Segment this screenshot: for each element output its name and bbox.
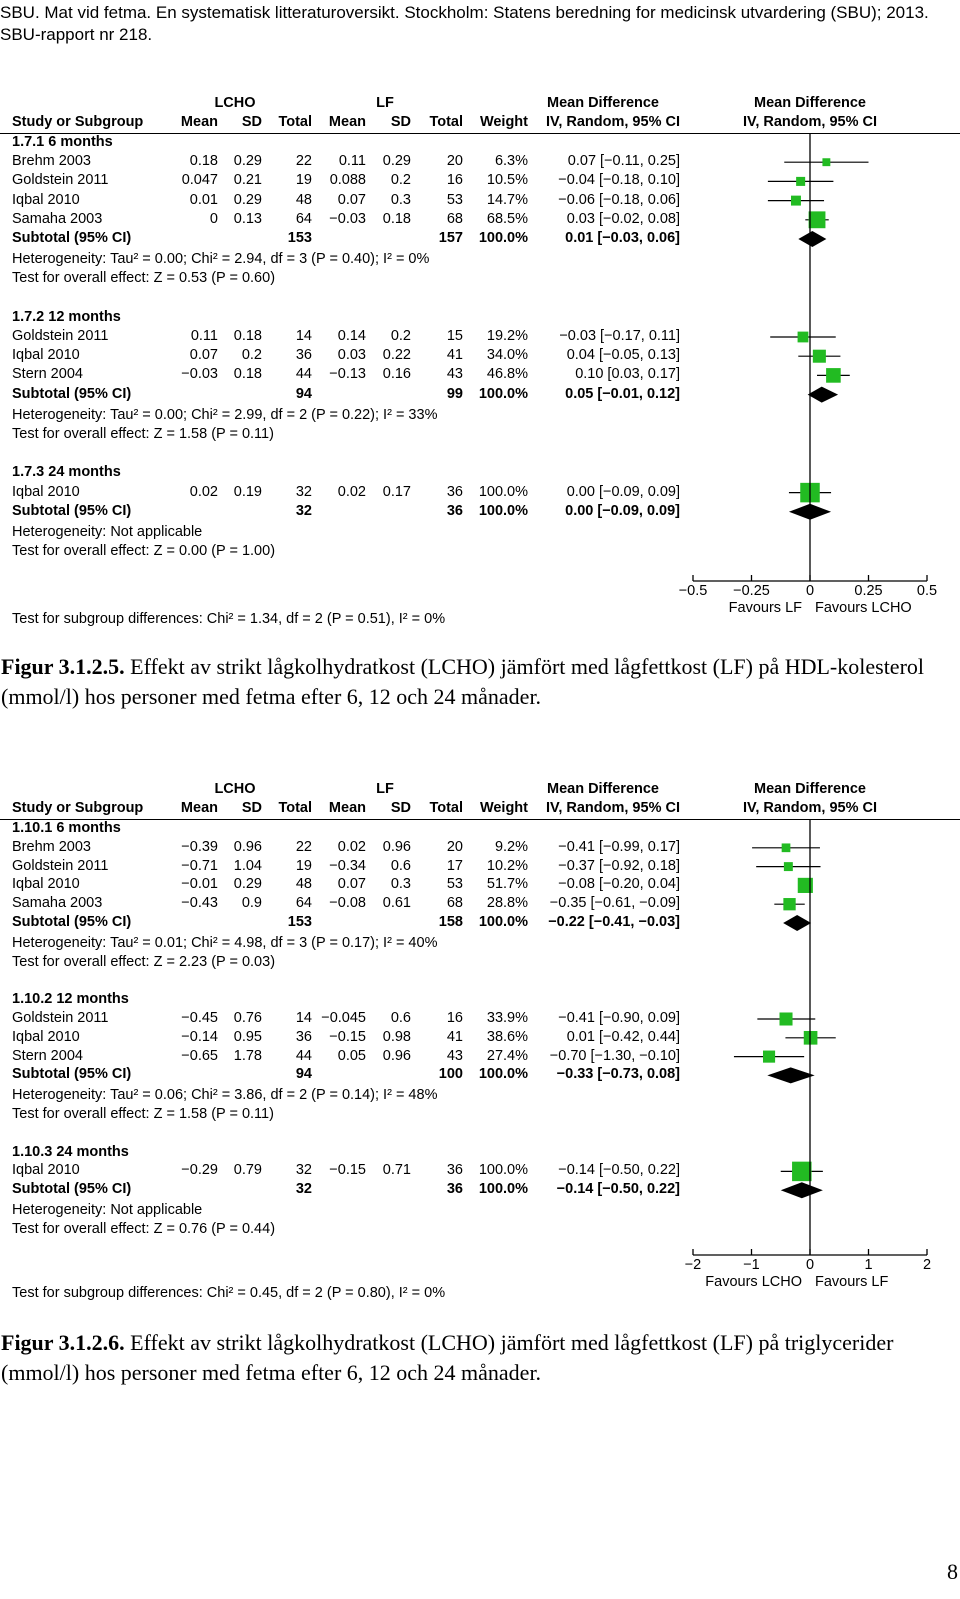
study-marker <box>791 196 801 206</box>
subgroup-title: 1.10.1 6 months <box>12 820 121 836</box>
group-header-mean-difference: Mean Difference <box>546 95 659 111</box>
subtotal-total-experimental: 32 <box>295 1181 312 1198</box>
col-header-weight: Weight <box>479 114 528 130</box>
heterogeneity-text: Heterogeneity: Tau² = 0.00; Chi² = 2.99, df = 2 (P = 0.22); I² = 33% <box>12 406 438 423</box>
subtotal-label: Subtotal (95% CI) <box>12 502 132 519</box>
col-header-total: Total <box>278 800 312 816</box>
study-mean-c: −0.045 <box>321 1010 366 1026</box>
subtotal-total-control: 158 <box>438 914 463 930</box>
study-sd-e: 0.2 <box>241 347 262 364</box>
study-marker <box>809 211 826 228</box>
study-mean-c: −0.15 <box>329 1028 366 1045</box>
study-name: Samaha 2003 <box>12 210 103 227</box>
study-mean-e: −0.71 <box>181 857 218 874</box>
x-tick-label: 0.25 <box>854 583 883 599</box>
study-sd-c: 0.2 <box>390 328 411 344</box>
study-mean-e: 0.01 <box>189 191 218 208</box>
study-mean-e: 0.18 <box>189 153 218 170</box>
study-sd-c: 0.17 <box>382 483 411 500</box>
subgroup-differences-text: Test for subgroup differences: Chi² = 0.45, df = 2 (P = 0.80), I² = 0% <box>12 1285 446 1301</box>
overall-effect-text: Test for overall effect: Z = 1.58 (P = 0.11) <box>12 1106 274 1122</box>
study-n-c: 43 <box>446 1047 463 1064</box>
study-weight: 38.6% <box>486 1028 528 1045</box>
study-mean-c: −0.13 <box>329 366 366 383</box>
heterogeneity-text: Heterogeneity: Tau² = 0.01; Chi² = 4.98, df = 3 (P = 0.17); I² = 40% <box>12 934 438 951</box>
study-ci: 0.07 [−0.11, 0.25] <box>567 153 680 170</box>
subtotal-diamond <box>798 231 826 247</box>
subtotal-total-experimental: 153 <box>287 230 312 246</box>
col-header-mean: Mean <box>328 800 366 816</box>
subgroup-title: 1.10.3 24 months <box>12 1143 129 1160</box>
subtotal-label: Subtotal (95% CI) <box>12 1066 132 1083</box>
subtotal-ci: −0.33 [−0.73, 0.08] <box>556 1066 680 1083</box>
caption-text: Effekt av strikt lågkolhydratkost (LCHO) jämfört med lågfettkost (LF) på HDL-kolesterol (mmol/l) hos personer med fetma efter 6, 12 och 24 månader. <box>1 654 925 709</box>
study-sd-e: 0.76 <box>233 1010 262 1026</box>
study-ci: −0.41 [−0.99, 0.17] <box>558 838 680 855</box>
group-header-control: LF <box>376 781 394 797</box>
subtotal-total-experimental: 94 <box>295 1066 312 1083</box>
study-ci: 0.00 [−0.09, 0.09] <box>566 483 680 500</box>
study-weight: 14.7% <box>486 191 528 208</box>
study-marker <box>798 332 809 343</box>
study-ci: −0.14 [−0.50, 0.22] <box>558 1162 680 1179</box>
study-mean-e: −0.43 <box>181 895 218 912</box>
study-sd-e: 0.95 <box>233 1028 262 1045</box>
study-name: Iqbal 2010 <box>12 347 80 364</box>
study-weight: 100.0% <box>478 483 528 500</box>
study-sd-e: 0.18 <box>233 328 262 344</box>
col-header-mean: Mean <box>328 114 366 130</box>
col-header-ci: IV, Random, 95% CI <box>545 800 680 816</box>
study-marker <box>826 368 841 383</box>
study-weight: 6.3% <box>494 153 528 170</box>
study-weight: 68.5% <box>486 210 528 227</box>
heterogeneity-text: Heterogeneity: Tau² = 0.00; Chi² = 2.94, df = 3 (P = 0.40); I² = 0% <box>12 251 430 268</box>
study-mean-e: −0.39 <box>181 838 218 855</box>
study-weight: 46.8% <box>486 366 528 383</box>
study-weight: 27.4% <box>486 1047 528 1064</box>
subtotal-weight: 100.0% <box>478 385 528 402</box>
study-sd-e: 0.13 <box>233 210 262 227</box>
study-n-e: 64 <box>295 210 312 227</box>
study-n-c: 16 <box>446 1010 463 1026</box>
study-mean-c: 0.11 <box>338 153 366 170</box>
study-sd-e: 0.79 <box>233 1162 262 1179</box>
study-mean-e: −0.29 <box>181 1162 218 1179</box>
study-sd-c: 0.29 <box>382 153 411 170</box>
study-name: Samaha 2003 <box>12 895 103 912</box>
col-header-ci: IV, Random, 95% CI <box>545 114 680 130</box>
study-mean-e: −0.03 <box>181 366 218 383</box>
study-n-c: 53 <box>446 191 463 208</box>
study-sd-c: 0.2 <box>390 172 411 189</box>
col-header-sd: SD <box>390 114 411 130</box>
subtotal-total-control: 36 <box>446 1181 463 1198</box>
forest-plot-hdl <box>0 95 960 640</box>
subtotal-ci: 0.05 [−0.01, 0.12] <box>565 385 680 402</box>
study-sd-e: 0.9 <box>241 895 262 912</box>
study-ci: −0.03 [−0.17, 0.11] <box>559 328 680 344</box>
subtotal-weight: 100.0% <box>478 502 528 519</box>
study-sd-e: 0.29 <box>233 153 262 170</box>
caption-label: Figur 3.1.2.5. <box>1 654 125 679</box>
study-mean-e: 0.02 <box>189 483 218 500</box>
study-n-e: 36 <box>295 347 312 364</box>
subtotal-ci: −0.14 [−0.50, 0.22] <box>556 1181 680 1198</box>
study-weight: 10.2% <box>486 857 528 874</box>
favours-right-label: Favours LCHO <box>815 600 912 616</box>
study-mean-c: 0.03 <box>337 347 366 364</box>
study-sd-c: 0.3 <box>390 191 411 208</box>
study-mean-c: 0.05 <box>337 1047 366 1064</box>
study-name: Iqbal 2010 <box>12 1162 80 1179</box>
study-weight: 19.2% <box>486 328 528 344</box>
study-n-c: 43 <box>446 366 463 383</box>
study-n-e: 48 <box>295 876 312 893</box>
group-header-experimental: LCHO <box>214 781 256 797</box>
study-n-e: 19 <box>295 857 312 874</box>
study-n-c: 17 <box>446 857 463 874</box>
study-mean-e: −0.14 <box>181 1028 218 1045</box>
study-marker <box>822 158 830 166</box>
study-ci: −0.35 [−0.61, −0.09] <box>549 895 680 912</box>
group-header-control: LF <box>376 95 394 111</box>
study-n-e: 22 <box>295 838 312 855</box>
subtotal-weight: 100.0% <box>478 1066 528 1083</box>
study-sd-c: 0.6 <box>390 1010 411 1026</box>
subtotal-label: Subtotal (95% CI) <box>12 230 132 246</box>
overall-effect-text: Test for overall effect: Z = 0.53 (P = 0.60) <box>12 270 276 287</box>
study-n-c: 36 <box>446 483 463 500</box>
figure-caption-hdl <box>1 652 951 712</box>
col-header-sd: SD <box>390 800 411 816</box>
study-mean-c: 0.02 <box>337 483 366 500</box>
study-sd-c: 0.61 <box>382 895 411 912</box>
group-header-mean-difference: Mean Difference <box>546 781 659 797</box>
study-ci: −0.70 [−1.30, −0.10] <box>549 1047 680 1064</box>
x-tick-label: −1 <box>743 1257 760 1273</box>
study-n-e: 44 <box>295 1047 312 1064</box>
study-mean-c: 0.07 <box>337 876 366 893</box>
subtotal-total-control: 36 <box>446 502 463 519</box>
study-sd-c: 0.18 <box>382 210 411 227</box>
study-name: Stern 2004 <box>12 366 83 383</box>
heterogeneity-text: Heterogeneity: Not applicable <box>12 524 203 540</box>
study-mean-c: −0.08 <box>329 895 366 912</box>
study-ci: 0.10 [0.03, 0.17] <box>575 366 680 383</box>
x-tick-label: −0.25 <box>733 583 770 599</box>
study-marker <box>763 1051 775 1063</box>
study-sd-c: 0.6 <box>390 857 411 874</box>
study-name: Brehm 2003 <box>12 153 91 170</box>
study-sd-e: 0.19 <box>233 483 262 500</box>
subtotal-total-control: 157 <box>438 230 463 246</box>
subtotal-weight: 100.0% <box>478 914 528 930</box>
forest-plot-triglycerides <box>0 781 960 1311</box>
study-sd-c: 0.16 <box>382 366 411 383</box>
study-sd-c: 0.3 <box>390 876 411 893</box>
subtotal-diamond <box>808 387 838 403</box>
x-tick-label: 0.5 <box>916 583 938 599</box>
study-n-e: 44 <box>295 366 312 383</box>
x-tick-label: −0.5 <box>678 583 708 599</box>
study-weight: 51.7% <box>486 876 528 893</box>
study-mean-c: 0.088 <box>329 172 366 189</box>
study-sd-c: 0.22 <box>382 347 411 364</box>
study-name: Goldstein 2011 <box>12 172 109 189</box>
study-marker <box>796 177 805 186</box>
study-n-e: 14 <box>295 1010 312 1026</box>
subtotal-total-control: 100 <box>438 1066 463 1083</box>
study-name: Iqbal 2010 <box>12 191 80 208</box>
study-mean-c: 0.14 <box>337 328 366 344</box>
study-n-c: 16 <box>446 172 463 189</box>
study-mean-e: 0.047 <box>181 172 218 189</box>
caption-text: Effekt av strikt lågkolhydratkost (LCHO) jämfört med lågfettkost (LF) på triglycerider (mmol/l) hos personer med fetma efter 6, 12 och 24 månader. <box>1 1330 894 1385</box>
subtotal-diamond <box>783 915 811 931</box>
study-n-c: 20 <box>446 153 463 170</box>
x-tick-label: 1 <box>864 1257 873 1273</box>
study-ci: 0.01 [−0.42, 0.44] <box>566 1028 680 1045</box>
group-header-experimental: LCHO <box>214 95 256 111</box>
overall-effect-text: Test for overall effect: Z = 0.76 (P = 0.44) <box>12 1220 276 1237</box>
subgroup-title: 1.7.1 6 months <box>12 134 113 150</box>
study-sd-e: 1.04 <box>233 857 262 874</box>
x-tick-label: 0 <box>805 1257 815 1273</box>
study-n-c: 53 <box>446 876 463 893</box>
study-n-c: 68 <box>446 895 463 912</box>
subtotal-ci: 0.00 [−0.09, 0.09] <box>565 502 680 519</box>
study-sd-c: 0.96 <box>382 1047 411 1064</box>
subtotal-label: Subtotal (95% CI) <box>12 914 132 930</box>
study-weight: 33.9% <box>486 1010 528 1026</box>
study-mean-e: 0.11 <box>190 328 218 344</box>
study-ci: −0.37 [−0.92, 0.18] <box>558 857 680 874</box>
study-name: Brehm 2003 <box>12 838 91 855</box>
study-n-c: 41 <box>446 1028 463 1045</box>
subtotal-diamond <box>767 1067 814 1083</box>
study-marker <box>780 1012 793 1025</box>
study-ci: 0.04 [−0.05, 0.13] <box>566 347 680 364</box>
study-mean-c: −0.34 <box>329 857 366 874</box>
study-n-e: 32 <box>295 483 312 500</box>
study-mean-e: −0.45 <box>181 1010 218 1026</box>
subgroup-title: 1.7.2 12 months <box>12 308 121 325</box>
col-header-sd: SD <box>241 114 262 130</box>
study-n-e: 32 <box>295 1162 312 1179</box>
study-n-e: 64 <box>295 895 312 912</box>
study-weight: 28.8% <box>486 895 528 912</box>
x-tick-label: −2 <box>684 1257 702 1273</box>
col-header-total: Total <box>278 114 312 130</box>
caption-label: Figur 3.1.2.6. <box>1 1330 125 1355</box>
col-header-sd: SD <box>241 800 262 816</box>
subtotal-diamond <box>781 1182 823 1198</box>
study-sd-e: 0.29 <box>233 191 262 208</box>
study-mean-e: −0.01 <box>181 876 218 893</box>
group-header-mean-difference-plot: Mean Difference <box>753 781 866 797</box>
subtotal-total-experimental: 94 <box>295 385 312 402</box>
heterogeneity-text: Heterogeneity: Tau² = 0.06; Chi² = 3.86, df = 2 (P = 0.14); I² = 48% <box>12 1087 438 1104</box>
study-name: Goldstein 2011 <box>12 328 109 344</box>
study-n-c: 36 <box>446 1162 463 1179</box>
subtotal-ci: −0.22 [−0.41, −0.03] <box>548 914 680 930</box>
study-n-e: 14 <box>295 328 312 344</box>
subtotal-total-experimental: 32 <box>295 502 312 519</box>
study-ci: 0.03 [−0.02, 0.08] <box>566 210 680 227</box>
page-number: 8 <box>947 1559 958 1584</box>
study-n-e: 48 <box>295 191 312 208</box>
citation-header: SBU. Mat vid fetma. En systematisk litteraturoversikt. Stockholm: Statens beredning for medicinsk utvardering (SBU); 2013. SBU-rapport nr 218. <box>0 3 929 44</box>
subgroup-title: 1.7.3 24 months <box>12 464 121 481</box>
subtotal-label: Subtotal (95% CI) <box>12 1181 132 1198</box>
study-weight: 10.5% <box>486 172 528 189</box>
subtotal-total-control: 99 <box>446 385 463 402</box>
col-header-mean: Mean <box>180 800 218 816</box>
study-marker <box>813 350 826 363</box>
study-mean-c: −0.15 <box>329 1162 366 1179</box>
favours-left-label: Favours LF <box>728 600 802 616</box>
study-mean-e: 0.07 <box>189 347 218 364</box>
study-sd-e: 1.78 <box>233 1047 262 1064</box>
study-name: Iqbal 2010 <box>12 483 80 500</box>
x-tick-label: 0 <box>805 583 815 599</box>
study-mean-c: 0.02 <box>337 838 366 855</box>
study-weight: 100.0% <box>478 1162 528 1179</box>
study-n-c: 20 <box>446 838 463 855</box>
study-mean-c: 0.07 <box>337 191 366 208</box>
study-n-e: 36 <box>295 1028 312 1045</box>
study-weight: 34.0% <box>486 347 528 364</box>
study-marker <box>783 898 795 910</box>
study-mean-c: −0.03 <box>329 210 366 227</box>
study-sd-e: 0.96 <box>233 838 262 855</box>
overall-effect-text: Test for overall effect: Z = 0.00 (P = 1.00) <box>12 543 276 560</box>
col-header-study: Study or Subgroup <box>12 114 144 130</box>
study-name: Goldstein 2011 <box>12 1010 109 1026</box>
study-sd-e: 0.18 <box>233 366 262 383</box>
study-sd-c: 0.98 <box>382 1028 411 1045</box>
subtotal-weight: 100.0% <box>478 1181 528 1198</box>
study-n-c: 15 <box>446 328 463 344</box>
col-header-weight: Weight <box>479 800 528 816</box>
study-sd-e: 0.21 <box>233 172 262 189</box>
study-mean-e: −0.65 <box>181 1047 218 1064</box>
heterogeneity-text: Heterogeneity: Not applicable <box>12 1202 203 1218</box>
col-header-total: Total <box>429 114 463 130</box>
study-n-c: 41 <box>446 347 463 364</box>
study-ci: −0.06 [−0.18, 0.06] <box>558 191 680 208</box>
overall-effect-text: Test for overall effect: Z = 1.58 (P = 0.11) <box>12 426 274 442</box>
subgroup-title: 1.10.2 12 months <box>12 991 129 1008</box>
subtotal-ci: 0.01 [−0.03, 0.06] <box>565 230 680 246</box>
study-n-e: 22 <box>295 153 312 170</box>
subgroup-differences-text: Test for subgroup differences: Chi² = 1.34, df = 2 (P = 0.51), I² = 0% <box>12 611 446 627</box>
favours-left-label: Favours LCHO <box>705 1274 802 1290</box>
study-ci: −0.41 [−0.90, 0.09] <box>558 1010 680 1026</box>
study-name: Stern 2004 <box>12 1047 83 1064</box>
col-header-ci-plot: IV, Random, 95% CI <box>742 800 878 816</box>
study-name: Iqbal 2010 <box>12 1028 80 1045</box>
study-n-c: 68 <box>446 210 463 227</box>
subtotal-label: Subtotal (95% CI) <box>12 385 132 402</box>
study-name: Iqbal 2010 <box>12 876 80 893</box>
study-marker <box>792 1162 812 1182</box>
subtotal-total-experimental: 153 <box>287 914 312 930</box>
study-marker <box>782 843 791 852</box>
study-weight: 9.2% <box>494 838 528 855</box>
x-tick-label: 2 <box>922 1257 932 1273</box>
study-marker <box>784 862 793 871</box>
study-n-e: 19 <box>295 172 312 189</box>
col-header-ci-plot: IV, Random, 95% CI <box>742 114 878 130</box>
study-sd-c: 0.71 <box>382 1162 411 1179</box>
col-header-study: Study or Subgroup <box>12 800 144 816</box>
group-header-mean-difference-plot: Mean Difference <box>753 95 866 111</box>
study-name: Goldstein 2011 <box>12 857 109 874</box>
col-header-total: Total <box>429 800 463 816</box>
study-ci: −0.08 [−0.20, 0.04] <box>558 876 680 893</box>
study-mean-e: 0 <box>209 210 218 227</box>
study-ci: −0.04 [−0.18, 0.10] <box>558 172 680 189</box>
study-sd-e: 0.29 <box>233 876 262 893</box>
subtotal-weight: 100.0% <box>478 230 528 246</box>
favours-right-label: Favours LF <box>815 1274 889 1290</box>
col-header-mean: Mean <box>180 114 218 130</box>
figure-caption-triglycerides <box>1 1328 951 1388</box>
overall-effect-text: Test for overall effect: Z = 2.23 (P = 0.03) <box>12 953 276 970</box>
study-sd-c: 0.96 <box>382 838 411 855</box>
